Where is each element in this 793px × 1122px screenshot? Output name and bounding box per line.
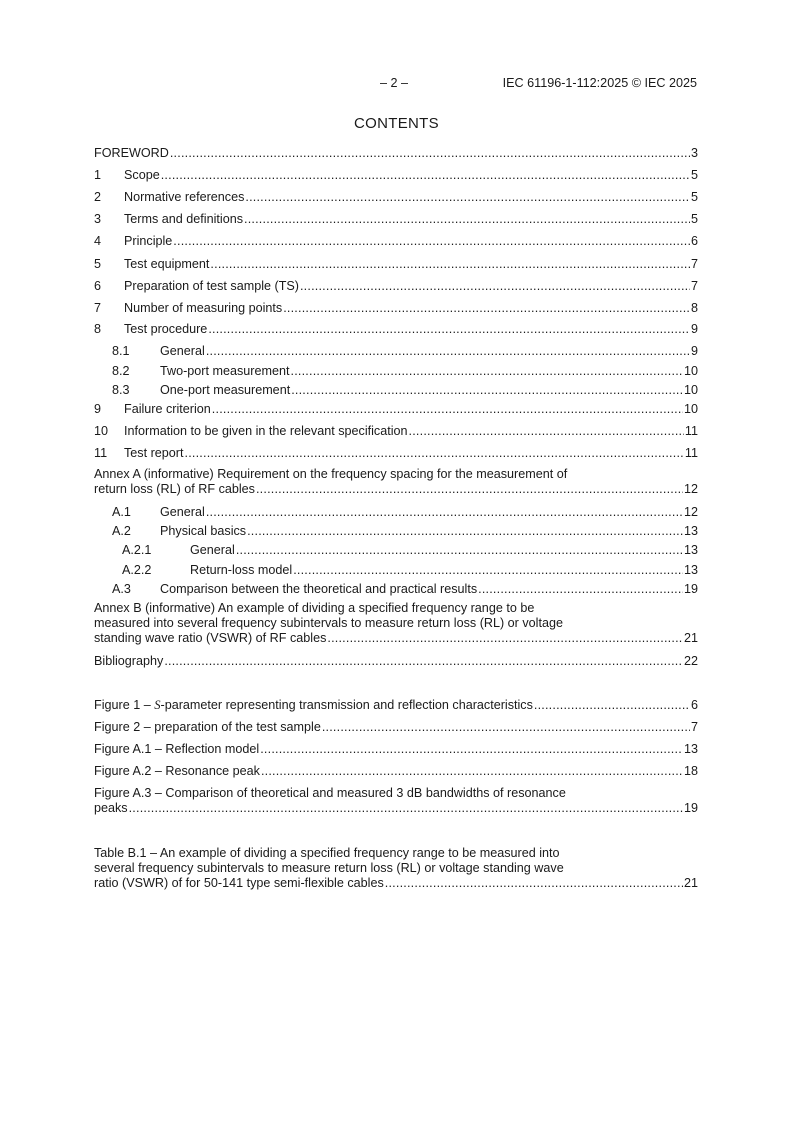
toc-entry-10[interactable]: 10 Information to be given in the relevant specification ..... 11 <box>94 424 698 439</box>
toc-entry-a-2-2[interactable]: A.2.2 Return-loss model ..... 13 <box>122 563 698 578</box>
page-ref: 13 <box>683 563 698 577</box>
toc-entry-a-2-1[interactable]: A.2.1 General ..... 13 <box>122 543 698 558</box>
page-number: – 2 – <box>380 76 409 90</box>
page-ref: 12 <box>683 505 698 519</box>
page-ref: 21 <box>683 876 698 890</box>
toc-entry-a-2[interactable]: A.2 Physical basics ..... 13 <box>112 524 698 539</box>
toc-entry-4[interactable]: 4 Principle ..... 6 <box>94 234 698 249</box>
page-ref: 21 <box>683 631 698 645</box>
toc-entry-annex-b[interactable]: Annex B (informative) An example of dividing a specified frequency range to be measured into several frequency subintervals to measure return loss (RL) or voltage standing wave ratio (VSWR) of RF cables ..... 21 <box>94 601 698 646</box>
toc-entry-5[interactable]: 5 Test equipment ..... 7 <box>94 257 698 272</box>
figure-entry-1[interactable]: Figure 1 – S-parameter representing transmission and reflection characteristics ..... 6 <box>94 698 698 713</box>
page-ref: 10 <box>683 383 698 397</box>
page-ref: 10 <box>683 402 698 416</box>
toc-entry-foreword[interactable]: FOREWORD ..... 3 <box>94 146 698 161</box>
page-ref: 7 <box>690 279 698 293</box>
toc-entry-8-1[interactable]: 8.1 General ..... 9 <box>112 344 698 359</box>
toc-entry-a-3[interactable]: A.3 Comparison between the theoretical and practical results ..... 19 <box>112 582 698 597</box>
page-ref: 12 <box>683 482 698 496</box>
page-ref: 13 <box>683 543 698 557</box>
page-ref: 7 <box>690 720 698 734</box>
page-ref: 5 <box>690 212 698 226</box>
page-title: CONTENTS <box>354 115 439 132</box>
table-entry-b-1[interactable]: Table B.1 – An example of dividing a specified frequency range to be measured into several frequency subintervals to measure return loss (RL) or voltage standing wave ratio (VSWR) of for 50-141 type semi-flexible cables ..... 21 <box>94 846 698 891</box>
page-ref: 9 <box>690 322 698 336</box>
page-ref: 13 <box>683 524 698 538</box>
figure-entry-a-1[interactable]: Figure A.1 – Reflection model ..... 13 <box>94 742 698 757</box>
toc-entry-8-3[interactable]: 8.3 One-port measurement ..... 10 <box>112 383 698 398</box>
figure-entry-a-3[interactable]: Figure A.3 – Comparison of theoretical and measured 3 dB bandwidths of resonance peaks ..... 19 <box>94 786 698 816</box>
page-ref: 6 <box>690 234 698 248</box>
toc-entry-7[interactable]: 7 Number of measuring points ..... 8 <box>94 301 698 316</box>
page-ref: 7 <box>690 257 698 271</box>
page-ref: 18 <box>683 764 698 778</box>
page-ref: 11 <box>684 446 698 460</box>
figure-entry-a-2[interactable]: Figure A.2 – Resonance peak ..... 18 <box>94 764 698 779</box>
page-ref: 13 <box>683 742 698 756</box>
toc-entry-bibliography[interactable]: Bibliography ..... 22 <box>94 654 698 669</box>
page-ref: 3 <box>690 146 698 160</box>
toc-entry-11[interactable]: 11 Test report ..... 11 <box>94 446 698 461</box>
figure-entry-2[interactable]: Figure 2 – preparation of the test sample ..... 7 <box>94 720 698 735</box>
toc-entry-8[interactable]: 8 Test procedure ..... 9 <box>94 322 698 337</box>
toc-entry-annex-a[interactable]: Annex A (informative) Requirement on the frequency spacing for the measurement of return loss (RL) of RF cables ..... 12 <box>94 467 698 497</box>
page-ref: 11 <box>684 424 698 438</box>
toc-entry-a-1[interactable]: A.1 General ..... 12 <box>112 505 698 520</box>
page-ref: 5 <box>690 168 698 182</box>
toc-entry-2[interactable]: 2 Normative references ..... 5 <box>94 190 698 205</box>
s-parameter-symbol: S <box>154 698 161 712</box>
page-ref: 19 <box>683 582 698 596</box>
page-ref: 8 <box>690 301 698 315</box>
toc-entry-8-2[interactable]: 8.2 Two-port measurement ..... 10 <box>112 364 698 379</box>
page-ref: 22 <box>683 654 698 668</box>
toc-entry-9[interactable]: 9 Failure criterion ..... 10 <box>94 402 698 417</box>
document-id: IEC 61196-1-112:2025 © IEC 2025 <box>502 76 697 90</box>
toc-entry-3[interactable]: 3 Terms and definitions ..... 5 <box>94 212 698 227</box>
page-ref: 6 <box>690 698 698 712</box>
page-ref: 9 <box>690 344 698 358</box>
page-ref: 19 <box>683 801 698 815</box>
page-ref: 10 <box>683 364 698 378</box>
page-ref: 5 <box>690 190 698 204</box>
toc-entry-6[interactable]: 6 Preparation of test sample (TS) ..... 7 <box>94 279 698 294</box>
toc-entry-1[interactable]: 1 Scope ..... 5 <box>94 168 698 183</box>
